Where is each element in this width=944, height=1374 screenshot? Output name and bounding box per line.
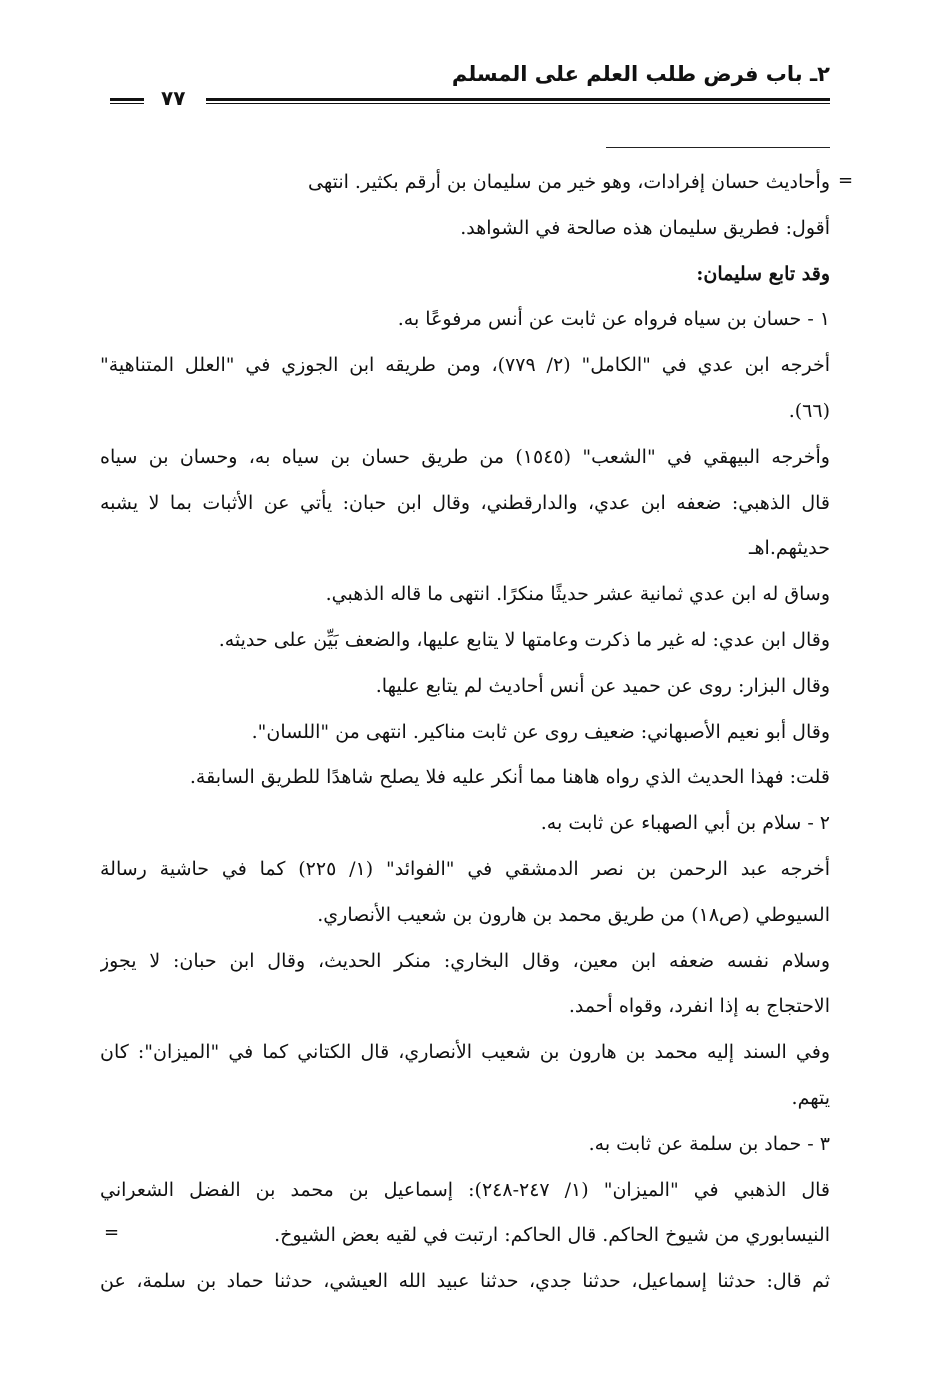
text-line: وقد تابع سليمان: [696, 262, 830, 285]
text-line: ١ - حسان بن سياه فرواه عن ثابت عن أنس مرفوعًا به. [397, 308, 830, 331]
text-line: أخرجه عبد الرحمن بن نصر الدمشقي في "الفوائد" (١/ ٢٢٥) كما في حاشية رسالة [100, 857, 830, 880]
text-line: ٣ - حماد بن سلمة عن ثابت به. [588, 1132, 830, 1155]
text-line: وأخرجه البيهقي في "الشعب" (١٥٤٥) من طريق حسان بن سياه به، وحسان بن سياه [100, 445, 830, 468]
chapter-title: ٢ـ باب فرض طلب العلم على المسلم [451, 62, 830, 86]
header-rule-left [110, 98, 144, 104]
continuation-mark-top: = [838, 170, 854, 191]
text-line: قال الذهبي: ضعفه ابن عدي، والدارقطني، وقال ابن حبان: يأتي عن الأثبات بما لا يشبه [100, 491, 830, 514]
text-line: يتهم. [791, 1086, 830, 1109]
text-line: ٢ - سلام بن أبي الصهباء عن ثابت به. [540, 812, 830, 835]
text-line: وقال أبو نعيم الأصبهاني: ضعيف روى عن ثابت مناكير. انتهى من "اللسان". [251, 720, 830, 743]
header-rule [206, 98, 830, 104]
text-line: وأحاديث حسان إفرادات، وهو خير من سليمان بن أرقم بكثير. انتهى [308, 171, 830, 193]
text-line: ثم قال: حدثنا إسماعيل، حدثنا جدي، حدثنا عبيد الله العيشي، حدثنا حماد بن سلمة، عن [100, 1270, 830, 1293]
text-line: أقول: فطريق سليمان هذه صالحة في الشواهد. [460, 216, 830, 239]
text-line: وفي السند إليه محمد بن هارون بن شعيب الأنصاري، قال الكتاني كما في "الميزان": كان [100, 1041, 830, 1064]
text-line: قال الذهبي في "الميزان" (١/ ٢٤٧-٢٤٨): إسماعيل بن محمد بن الفضل الشعراني [100, 1178, 830, 1201]
text-line: وقال ابن عدي: له غير ما ذكرت وعامتها لا يتابع عليها، والضعف بَيِّن على حديثه. [218, 628, 830, 651]
text-line: أخرجه ابن عدي في "الكامل" (٢/ ٧٧٩)، ومن طريقه ابن الجوزي في "العلل المتناهية" [100, 354, 830, 377]
text-line: وقال البزار: روى عن حميد عن أنس أحاديث لم يتابع عليها. [375, 674, 830, 697]
footnote-body [100, 160, 830, 1305]
text-line: وساق له ابن عدي ثمانية عشر حديثًا منكرًا. انتهى ما قاله الذهبي. [325, 583, 830, 606]
page-number: ٧٧ [155, 86, 191, 110]
continuation-mark-bottom: = [104, 1222, 120, 1243]
text-line: حديثهم.اهـ [748, 537, 830, 560]
text-line: النيسابوري من شيوخ الحاكم. قال الحاكم: ارتبت في لقيه بعض الشيوخ. [274, 1224, 830, 1247]
page-header [110, 62, 830, 112]
text-line: الاحتجاج به إذا انفرد، وقواه أحمد. [568, 995, 830, 1018]
text-line: السيوطي (ص١٨) من طريق محمد بن هارون بن شعيب الأنصاري. [317, 903, 830, 926]
footnote-separator [606, 147, 830, 148]
text-line: وسلام نفسه ضعفه ابن معين، وقال البخاري: منكر الحديث، وقال ابن حبان: لا يجوز [100, 949, 830, 972]
text-line: قلت: فهذا الحديث الذي رواه هاهنا مما أنكر عليه فلا يصلح شاهدًا للطريق السابقة. [189, 766, 830, 789]
text-line: (٦٦). [788, 399, 830, 422]
